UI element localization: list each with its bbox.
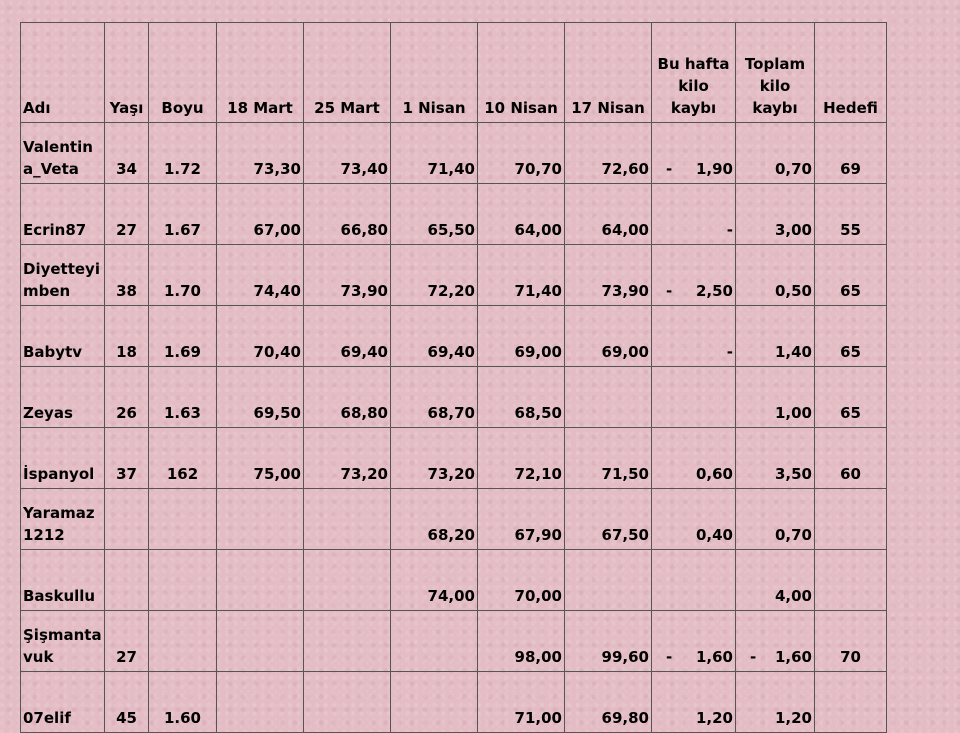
cell-18-mart xyxy=(217,672,304,733)
cell-1-nisan: 73,20 xyxy=(391,428,478,489)
cell-10-nisan: 67,90 xyxy=(478,489,565,550)
cell-1-nisan xyxy=(391,672,478,733)
cell-age: 38 xyxy=(105,245,149,306)
cell-10-nisan: 71,40 xyxy=(478,245,565,306)
cell-height xyxy=(149,550,217,611)
header-height: Boyu xyxy=(149,23,217,123)
cell-target: 60 xyxy=(815,428,887,489)
total-value: 0,70 xyxy=(774,526,812,544)
weekly-sign: - xyxy=(666,282,673,300)
cell-height xyxy=(149,611,217,672)
cell-17-nisan: 72,60 xyxy=(565,123,652,184)
weekly-value: - xyxy=(726,343,733,361)
total-value: 1,60 xyxy=(774,648,812,666)
weekly-sign: - xyxy=(666,648,673,666)
cell-age: 27 xyxy=(105,184,149,245)
table-row xyxy=(21,672,887,733)
cell-name: 07elif xyxy=(21,672,105,733)
table-row xyxy=(21,611,887,672)
cell-total-loss xyxy=(736,123,815,184)
cell-age: 26 xyxy=(105,367,149,428)
header-row xyxy=(21,23,887,123)
table-row xyxy=(21,550,887,611)
weekly-value: 2,50 xyxy=(695,282,733,300)
cell-weekly-loss xyxy=(652,550,736,611)
cell-height: 1.72 xyxy=(149,123,217,184)
cell-25-mart: 68,80 xyxy=(304,367,391,428)
cell-17-nisan xyxy=(565,367,652,428)
cell-target: 55 xyxy=(815,184,887,245)
cell-weekly-loss xyxy=(652,306,736,367)
cell-weekly-loss xyxy=(652,672,736,733)
cell-target: 65 xyxy=(815,367,887,428)
cell-18-mart: 74,40 xyxy=(217,245,304,306)
cell-weekly-loss xyxy=(652,123,736,184)
cell-height xyxy=(149,489,217,550)
weekly-value: 1,20 xyxy=(695,709,733,727)
cell-1-nisan: 72,20 xyxy=(391,245,478,306)
cell-age xyxy=(105,550,149,611)
header-weekly-loss: Bu hafta kilo kaybı xyxy=(652,23,736,123)
cell-17-nisan: 99,60 xyxy=(565,611,652,672)
cell-name: Zeyas xyxy=(21,367,105,428)
cell-25-mart: 73,90 xyxy=(304,245,391,306)
cell-age: 18 xyxy=(105,306,149,367)
cell-name: Baskullu xyxy=(21,550,105,611)
cell-total-loss xyxy=(736,428,815,489)
total-value: 0,50 xyxy=(774,282,812,300)
cell-age xyxy=(105,489,149,550)
cell-25-mart: 73,40 xyxy=(304,123,391,184)
cell-18-mart: 70,40 xyxy=(217,306,304,367)
cell-18-mart: 69,50 xyxy=(217,367,304,428)
header-name: Adı xyxy=(21,23,105,123)
cell-10-nisan: 71,00 xyxy=(478,672,565,733)
cell-17-nisan: 69,00 xyxy=(565,306,652,367)
cell-name: Valentina_Veta xyxy=(21,123,105,184)
header-1-nisan: 1 Nisan xyxy=(391,23,478,123)
total-value: 3,50 xyxy=(774,465,812,483)
header-age: Yaşı xyxy=(105,23,149,123)
total-value: 1,40 xyxy=(774,343,812,361)
cell-age: 45 xyxy=(105,672,149,733)
cell-age: 27 xyxy=(105,611,149,672)
header-total-loss: Toplam kilo kaybı xyxy=(736,23,815,123)
weekly-value: 0,40 xyxy=(695,526,733,544)
table-row xyxy=(21,367,887,428)
cell-height: 1.69 xyxy=(149,306,217,367)
table-row xyxy=(21,184,887,245)
cell-1-nisan xyxy=(391,611,478,672)
total-value: 1,00 xyxy=(774,404,812,422)
cell-18-mart xyxy=(217,489,304,550)
cell-18-mart xyxy=(217,550,304,611)
cell-25-mart xyxy=(304,489,391,550)
cell-17-nisan xyxy=(565,550,652,611)
cell-weekly-loss xyxy=(652,489,736,550)
cell-10-nisan: 70,00 xyxy=(478,550,565,611)
cell-age: 34 xyxy=(105,123,149,184)
cell-10-nisan: 68,50 xyxy=(478,367,565,428)
table-row xyxy=(21,123,887,184)
weekly-value: 1,90 xyxy=(695,160,733,178)
table-row xyxy=(21,428,887,489)
cell-weekly-loss xyxy=(652,611,736,672)
cell-25-mart xyxy=(304,550,391,611)
cell-17-nisan: 73,90 xyxy=(565,245,652,306)
cell-name: Diyetteyimben xyxy=(21,245,105,306)
cell-name: Babytv xyxy=(21,306,105,367)
cell-18-mart: 73,30 xyxy=(217,123,304,184)
cell-17-nisan: 69,80 xyxy=(565,672,652,733)
cell-target: 70 xyxy=(815,611,887,672)
cell-total-loss xyxy=(736,489,815,550)
cell-total-loss xyxy=(736,367,815,428)
cell-25-mart: 69,40 xyxy=(304,306,391,367)
cell-1-nisan: 65,50 xyxy=(391,184,478,245)
cell-1-nisan: 74,00 xyxy=(391,550,478,611)
header-17-nisan: 17 Nisan xyxy=(565,23,652,123)
cell-total-loss xyxy=(736,245,815,306)
cell-weekly-loss xyxy=(652,367,736,428)
cell-total-loss xyxy=(736,611,815,672)
cell-25-mart: 73,20 xyxy=(304,428,391,489)
cell-name: Şişmantavuk xyxy=(21,611,105,672)
table-row xyxy=(21,489,887,550)
cell-17-nisan: 64,00 xyxy=(565,184,652,245)
cell-25-mart: 66,80 xyxy=(304,184,391,245)
weekly-sign: - xyxy=(666,160,673,178)
cell-18-mart: 67,00 xyxy=(217,184,304,245)
header-18-mart: 18 Mart xyxy=(217,23,304,123)
cell-height: 1.67 xyxy=(149,184,217,245)
cell-weekly-loss xyxy=(652,428,736,489)
total-value: 3,00 xyxy=(774,221,812,239)
cell-height: 1.70 xyxy=(149,245,217,306)
total-value: 1,20 xyxy=(774,709,812,727)
cell-name: İspanyol xyxy=(21,428,105,489)
header-10-nisan: 10 Nisan xyxy=(478,23,565,123)
cell-total-loss xyxy=(736,306,815,367)
cell-total-loss xyxy=(736,672,815,733)
cell-1-nisan: 69,40 xyxy=(391,306,478,367)
table-row xyxy=(21,245,887,306)
cell-target xyxy=(815,672,887,733)
header-target: Hedefi xyxy=(815,23,887,123)
cell-weekly-loss xyxy=(652,184,736,245)
cell-10-nisan: 64,00 xyxy=(478,184,565,245)
cell-17-nisan: 71,50 xyxy=(565,428,652,489)
cell-25-mart xyxy=(304,611,391,672)
cell-target: 65 xyxy=(815,306,887,367)
cell-18-mart xyxy=(217,611,304,672)
cell-age: 37 xyxy=(105,428,149,489)
weekly-value: - xyxy=(726,221,733,239)
header-25-mart: 25 Mart xyxy=(304,23,391,123)
weekly-value: 0,60 xyxy=(695,465,733,483)
cell-1-nisan: 71,40 xyxy=(391,123,478,184)
cell-total-loss xyxy=(736,550,815,611)
cell-height: 1.60 xyxy=(149,672,217,733)
cell-10-nisan: 69,00 xyxy=(478,306,565,367)
cell-1-nisan: 68,20 xyxy=(391,489,478,550)
cell-name: Ecrin87 xyxy=(21,184,105,245)
cell-10-nisan: 70,70 xyxy=(478,123,565,184)
weekly-value: 1,60 xyxy=(695,648,733,666)
cell-10-nisan: 98,00 xyxy=(478,611,565,672)
total-value: 4,00 xyxy=(774,587,812,605)
cell-17-nisan: 67,50 xyxy=(565,489,652,550)
cell-total-loss xyxy=(736,184,815,245)
cell-25-mart xyxy=(304,672,391,733)
cell-target xyxy=(815,550,887,611)
cell-weekly-loss xyxy=(652,245,736,306)
cell-height: 1.63 xyxy=(149,367,217,428)
cell-target: 69 xyxy=(815,123,887,184)
total-value: 0,70 xyxy=(774,160,812,178)
cell-18-mart: 75,00 xyxy=(217,428,304,489)
cell-1-nisan: 68,70 xyxy=(391,367,478,428)
cell-height: 162 xyxy=(149,428,217,489)
cell-10-nisan: 72,10 xyxy=(478,428,565,489)
cell-name: Yaramaz 1212 xyxy=(21,489,105,550)
table-row xyxy=(21,306,887,367)
cell-target: 65 xyxy=(815,245,887,306)
weight-tracking-table xyxy=(20,22,887,733)
total-sign: - xyxy=(750,648,757,666)
cell-target xyxy=(815,489,887,550)
